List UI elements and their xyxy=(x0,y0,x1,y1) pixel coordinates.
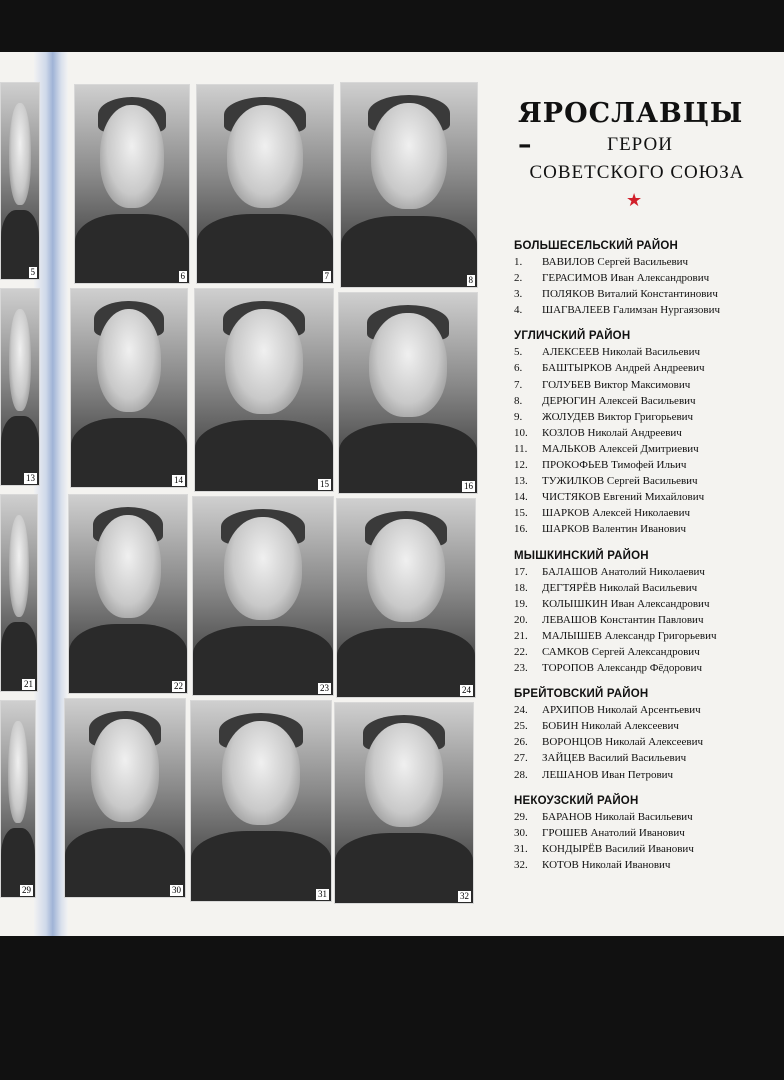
hero-entry xyxy=(514,377,774,393)
hero-photo xyxy=(190,700,332,902)
hero-name: АРХИПОВ Николай Арсентьевич xyxy=(542,704,701,717)
hero-number: 17. xyxy=(514,565,528,578)
hero-entry xyxy=(514,254,774,270)
hero-name: КОТОВ Николай Иванович xyxy=(542,858,671,871)
district-block xyxy=(514,793,774,873)
district-block xyxy=(514,238,774,318)
district-name: УГЛИЧСКИЙ РАЙОН xyxy=(514,330,631,343)
hero-number: 12. xyxy=(514,459,528,472)
photo-number: 23 xyxy=(320,683,329,693)
hero-number: 31. xyxy=(514,842,528,855)
hero-entry xyxy=(514,660,774,676)
hero-name: ЧИСТЯКОВ Евгений Михайлович xyxy=(542,491,705,504)
hero-photo xyxy=(336,498,476,698)
hero-number: 7. xyxy=(514,378,523,391)
hero-number: 25. xyxy=(514,720,528,733)
hero-entry xyxy=(514,505,774,521)
photo-number: 14 xyxy=(174,475,183,485)
photo-number: 24 xyxy=(462,685,471,695)
hero-number: 14. xyxy=(514,491,528,504)
hero-entry xyxy=(514,286,774,302)
hero-entry xyxy=(514,580,774,596)
hero-number: 4. xyxy=(514,304,523,317)
hero-number: 24. xyxy=(514,704,528,717)
photo-number: 13 xyxy=(26,473,35,483)
district-block xyxy=(514,686,774,782)
hero-name: БАШТЫРКОВ Андрей Андреевич xyxy=(542,362,705,375)
hero-name: ВАВИЛОВ Сергей Васильевич xyxy=(542,256,689,268)
hero-name: ЖОЛУДЕВ Виктор Григорьевич xyxy=(542,410,694,423)
hero-name: МАЛЬКОВ Алексей Дмитриевич xyxy=(542,442,699,455)
hero-number: 9. xyxy=(514,410,523,423)
hero-name: ЛЕШАНОВ Иван Петрович xyxy=(542,768,674,781)
hero-number: 2. xyxy=(514,272,523,285)
hero-entry xyxy=(514,521,774,537)
photo-number: 15 xyxy=(320,479,329,489)
hero-number: 16. xyxy=(514,523,528,536)
hero-entry xyxy=(514,612,774,628)
hero-name: ГЕРАСИМОВ Иван Александрович xyxy=(542,272,710,285)
hero-photo xyxy=(192,496,334,696)
hero-entry xyxy=(514,270,774,286)
hero-name: БОБИН Николай Алексеевич xyxy=(542,720,679,733)
hero-entry xyxy=(514,825,774,841)
hero-entry xyxy=(514,702,774,718)
hero-number: 3. xyxy=(514,288,523,301)
district-list xyxy=(514,238,774,883)
hero-entry xyxy=(514,644,774,660)
hero-name: БАРАНОВ Николай Васильевич xyxy=(542,810,693,823)
photo-number: 30 xyxy=(172,885,181,895)
photo-number: 21 xyxy=(24,679,33,689)
hero-name: МАЛЫШЕВ Александр Григорьевич xyxy=(542,629,717,642)
hero-photo xyxy=(338,292,478,494)
hero-number: 1. xyxy=(514,256,523,268)
photo-number: 5 xyxy=(30,267,35,277)
hero-number: 10. xyxy=(514,426,528,439)
district-name: МЫШКИНСКИЙ РАЙОН xyxy=(514,549,649,562)
hero-entry xyxy=(514,857,774,873)
photo-number: 31 xyxy=(318,889,327,899)
hero-photo xyxy=(0,288,40,486)
hero-number: 32. xyxy=(514,858,528,871)
hero-number: 5. xyxy=(514,346,523,359)
hero-photo xyxy=(74,84,190,284)
hero-name: КОЛЫШКИН Иван Александрович xyxy=(542,597,710,610)
red-star-icon: ★ xyxy=(626,190,643,210)
hero-number: 20. xyxy=(514,613,528,626)
hero-name: АЛЕКСЕЕВ Николай Васильевич xyxy=(542,346,701,359)
hero-entry xyxy=(514,360,774,376)
hero-number: 22. xyxy=(514,645,528,658)
hero-entry xyxy=(514,809,774,825)
hero-photo xyxy=(0,700,36,898)
hero-name: ДЕГТЯРЁВ Николай Васильевич xyxy=(542,581,698,594)
hero-entry xyxy=(514,734,774,750)
hero-number: 6. xyxy=(514,362,523,375)
hero-entry xyxy=(514,457,774,473)
hero-photo xyxy=(70,288,188,488)
hero-number: 13. xyxy=(514,475,528,488)
hero-name: ТУЖИЛКОВ Сергей Васильевич xyxy=(542,475,698,488)
district-name: НЕКОУЗСКИЙ РАЙОН xyxy=(514,794,639,807)
hero-photo xyxy=(196,84,334,284)
hero-number: 19. xyxy=(514,597,528,610)
hero-photo xyxy=(340,82,478,288)
hero-photo xyxy=(0,82,40,280)
district-name: БОЛЬШЕСЕЛЬСКИЙ РАЙОН xyxy=(514,240,679,252)
district-block xyxy=(514,328,774,537)
hero-entry xyxy=(514,302,774,318)
hero-name: КОЗЛОВ Николай Андреевич xyxy=(542,426,682,439)
hero-photo xyxy=(0,494,38,692)
photo-number: 32 xyxy=(460,891,469,901)
hero-entry xyxy=(514,841,774,857)
hero-number: 18. xyxy=(514,581,528,594)
page-title: ЯРОСЛАВЦЫ – xyxy=(518,98,744,160)
photo-number: 22 xyxy=(174,681,183,691)
page-subtitle-line2: СОВЕТСКОГО СОЮЗА xyxy=(529,162,745,183)
hero-name: ГОЛУБЕВ Виктор Максимович xyxy=(542,378,691,391)
hero-entry xyxy=(514,564,774,580)
hero-entry xyxy=(514,750,774,766)
hero-number: 30. xyxy=(514,826,528,839)
page-subtitle-line1: ГЕРОИ xyxy=(607,134,673,155)
hero-entry xyxy=(514,409,774,425)
hero-photo xyxy=(68,494,188,694)
hero-name: БАЛАШОВ Анатолий Николаевич xyxy=(542,565,705,578)
photo-number: 8 xyxy=(468,275,473,285)
photo-number: 16 xyxy=(464,481,473,491)
hero-number: 11. xyxy=(514,442,528,455)
hero-name: ПРОКОФЬЕВ Тимофей Ильич xyxy=(542,459,687,472)
hero-name: ДЕРЮГИН Алексей Васильевич xyxy=(542,394,696,407)
photo-number: 29 xyxy=(22,885,31,895)
hero-photo xyxy=(64,698,186,898)
hero-name: ЗАЙЦЕВ Василий Васильевич xyxy=(542,752,687,765)
hero-number: 21. xyxy=(514,629,528,642)
hero-entry xyxy=(514,596,774,612)
hero-name: САМКОВ Сергей Александрович xyxy=(542,645,700,658)
hero-number: 29. xyxy=(514,810,528,823)
hero-name: ШАРКОВ Валентин Иванович xyxy=(542,523,687,536)
hero-number: 8. xyxy=(514,394,523,407)
hero-name: ШАРКОВ Алексей Николаевич xyxy=(542,507,691,520)
hero-photo xyxy=(194,288,334,492)
hero-name: ТОРОПОВ Александр Фёдорович xyxy=(542,662,702,675)
hero-entry xyxy=(514,628,774,644)
district-name: БРЕЙТОВСКИЙ РАЙОН xyxy=(514,688,649,701)
photo-number: 6 xyxy=(180,271,185,281)
district-block xyxy=(514,548,774,677)
hero-entry xyxy=(514,344,774,360)
hero-entry xyxy=(514,393,774,409)
hero-name: ВОРОНЦОВ Николай Алексеевич xyxy=(542,736,704,749)
hero-name: ШАГВАЛЕЕВ Галимзан Нургаязович xyxy=(542,304,721,317)
hero-name: ПОЛЯКОВ Виталий Константинович xyxy=(542,288,718,301)
hero-number: 15. xyxy=(514,507,528,520)
hero-number: 27. xyxy=(514,752,528,765)
photo-number: 7 xyxy=(324,271,329,281)
hero-number: 23. xyxy=(514,662,528,675)
hero-entry xyxy=(514,489,774,505)
hero-entry xyxy=(514,425,774,441)
hero-entry xyxy=(514,441,774,457)
hero-number: 28. xyxy=(514,768,528,781)
hero-entry xyxy=(514,718,774,734)
hero-entry xyxy=(514,767,774,783)
hero-entry xyxy=(514,473,774,489)
hero-name: КОНДЫРЁВ Василий Иванович xyxy=(542,842,694,855)
hero-number: 26. xyxy=(514,736,528,749)
hero-name: ГРОШЕВ Анатолий Иванович xyxy=(542,826,685,839)
hero-photo xyxy=(334,702,474,904)
hero-name: ЛЕВАШОВ Константин Павлович xyxy=(542,613,704,626)
